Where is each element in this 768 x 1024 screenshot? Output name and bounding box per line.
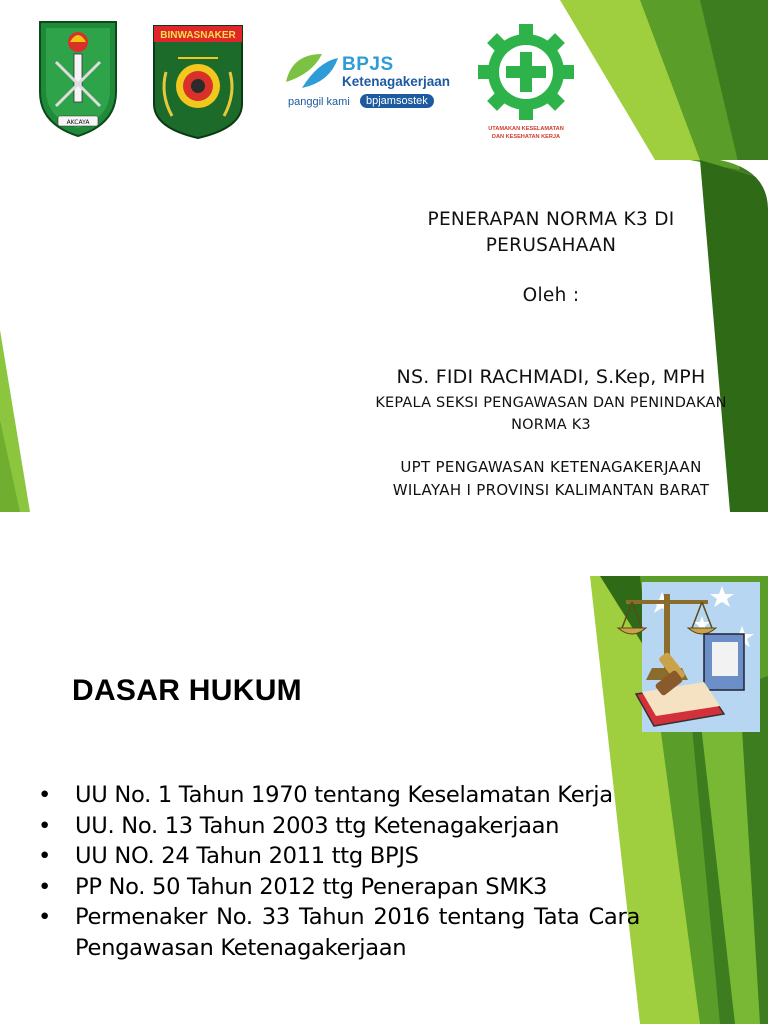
organization-line2: WILAYAH I PROVINSI KALIMANTAN BARAT (392, 481, 710, 499)
bullet-icon: • (38, 873, 52, 900)
bullet-icon: • (38, 904, 52, 930)
list-item-text: UU. No. 13 Tahun 2003 ttg Ketenagakerjaan (75, 812, 560, 839)
k3-slogan-line2: DAN KESEHATAN KERJA (491, 134, 561, 140)
bpjs-tagline: panggil kami (288, 96, 350, 108)
presentation-title: PENERAPAN NORMA K3 DI PERUSAHAAN (427, 209, 675, 256)
list-item (38, 811, 640, 842)
presenter-name: NS. FIDI RACHMADI, S.Kep, MPH (396, 366, 706, 388)
legal-basis-list (38, 780, 640, 963)
list-item-text: PP No. 50 Tahun 2012 ttg Penerapan SMK3 (75, 873, 548, 900)
binwasnaker-label: BINWASNAKER (160, 30, 236, 41)
oleh-label: Oleh : (522, 285, 580, 306)
presenter-position: KEPALA SEKSI PENGAWASAN DAN PENINDAKAN NORMA K3 (375, 395, 727, 433)
list-item (38, 872, 640, 903)
bullet-icon: • (38, 843, 52, 869)
k3-slogan-line1: UTAMAKAN KESELAMATAN (488, 126, 564, 132)
list-item-text: UU NO. 24 Tahun 2011 ttg BPJS (75, 843, 419, 869)
list-item-text: Permenaker No. 33 Tahun 2016 tentang Tata Cara Pengawasan Ketenagakerjaan (75, 904, 640, 961)
title-block (356, 207, 746, 502)
bpjs-ketenagakerjaan-logo (282, 46, 468, 118)
bullet-icon: • (38, 812, 52, 839)
list-item (38, 841, 640, 872)
kalbar-motto: AKCAYA (66, 119, 90, 126)
k3-gear-cross-icon (478, 20, 592, 130)
bpjs-name: BPJS (342, 54, 394, 75)
k3-safety-logo (478, 20, 592, 150)
legal-basis-slide (0, 576, 768, 1024)
bullet-icon: • (38, 782, 52, 808)
kalbar-province-emblem-icon (36, 16, 120, 138)
organization-line1: UPT PENGAWASAN KETENAGAKERJAAN (400, 458, 702, 476)
bpjs-pill: bpjamsostek (360, 94, 434, 108)
binwasnaker-emblem-icon (152, 24, 244, 140)
bpjs-leaf-icon (282, 48, 342, 94)
list-item-text: UU No. 1 Tahun 1970 tentang Keselamatan Kerja (75, 782, 613, 808)
list-item (38, 902, 640, 963)
scales-of-justice-gavel-books-icon (612, 576, 762, 732)
slide-heading: DASAR HUKUM (72, 674, 302, 707)
list-item (38, 780, 640, 811)
bpjs-subtitle: Ketenagakerjaan (342, 74, 451, 89)
